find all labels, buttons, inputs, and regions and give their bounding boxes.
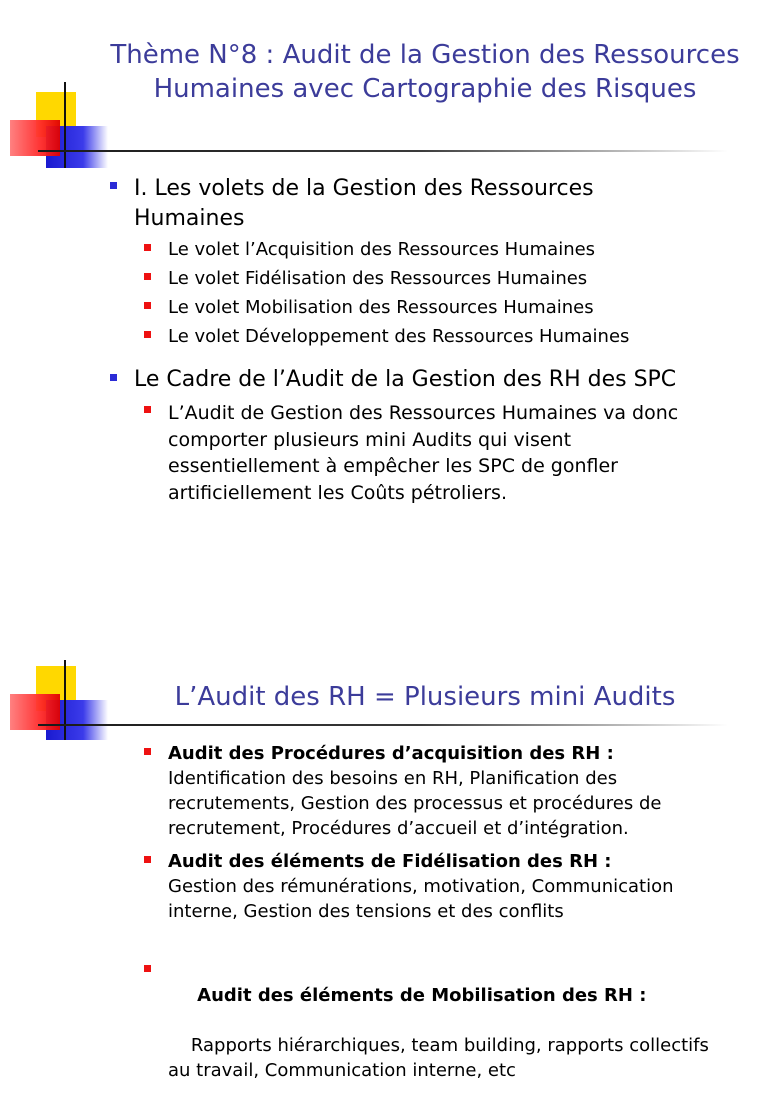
bullet-icon — [110, 182, 117, 189]
section-2-paragraph: L’Audit de Gestion des Ressources Humaines va donc comporter plusieurs mini Audits qui visent essentiellement à empêcher les SPC de gonfler artificiellement les Coûts pétroliers. — [168, 402, 679, 504]
section-1-item: Le volet Fidélisation des Ressources Humaines — [168, 268, 588, 289]
slide-2-title: L’Audit des RH = Plusieurs mini Audits — [174, 682, 676, 712]
section-1-label: I. Les volets de la Gestion des Ressources Humaines — [134, 176, 594, 231]
slide-decoration-icon — [0, 0, 110, 180]
audit-item — [168, 958, 728, 1108]
slide-1-title: Thème N°8 : Audit de la Gestion des Ressources Humaines avec Cartographie des Risques — [110, 40, 740, 104]
bullet-icon — [144, 748, 151, 755]
bullet-icon — [144, 331, 151, 338]
bullet-icon — [144, 856, 151, 863]
bullet-icon — [144, 965, 151, 972]
bullet-icon — [144, 273, 151, 280]
audit-item — [168, 849, 736, 924]
bullet-icon — [144, 406, 151, 413]
audit-item-body: Gestion des rémunérations, motivation, Communication interne, Gestion des tensions et des conflits — [168, 876, 674, 922]
audit-item-body: Identification des besoins en RH, Planification des recrutements, Gestion des processus et procédures de recrutement, Procédures d’accueil et d’intégration. — [168, 768, 662, 839]
section-1-item: Le volet Développement des Ressources Humaines — [168, 326, 630, 347]
audit-item-heading: Audit des éléments de Mobilisation des RH : — [190, 985, 647, 1006]
bullet-icon — [110, 374, 117, 381]
bullet-icon — [144, 302, 151, 309]
title-underline — [38, 724, 728, 726]
bullet-icon — [144, 244, 151, 251]
slide-decoration-icon — [0, 560, 110, 740]
section-1-item: Le volet l’Acquisition des Ressources Humaines — [168, 239, 596, 260]
audit-item-body: Rapports hiérarchiques, team building, rapports collectifs au travail, Communication interne, etc — [168, 1035, 715, 1081]
audit-item-heading: Audit des Procédures d’acquisition des RH : — [168, 743, 614, 764]
section-1-item: Le volet Mobilisation des Ressources Humaines — [168, 297, 594, 318]
section-2-label: Le Cadre de l’Audit de la Gestion des RH des SPC — [134, 367, 677, 392]
slide-2 — [0, 640, 768, 1081]
audit-item — [168, 741, 748, 841]
title-underline — [38, 150, 728, 152]
audit-item-heading: Audit des éléments de Fidélisation des RH : — [168, 851, 612, 872]
